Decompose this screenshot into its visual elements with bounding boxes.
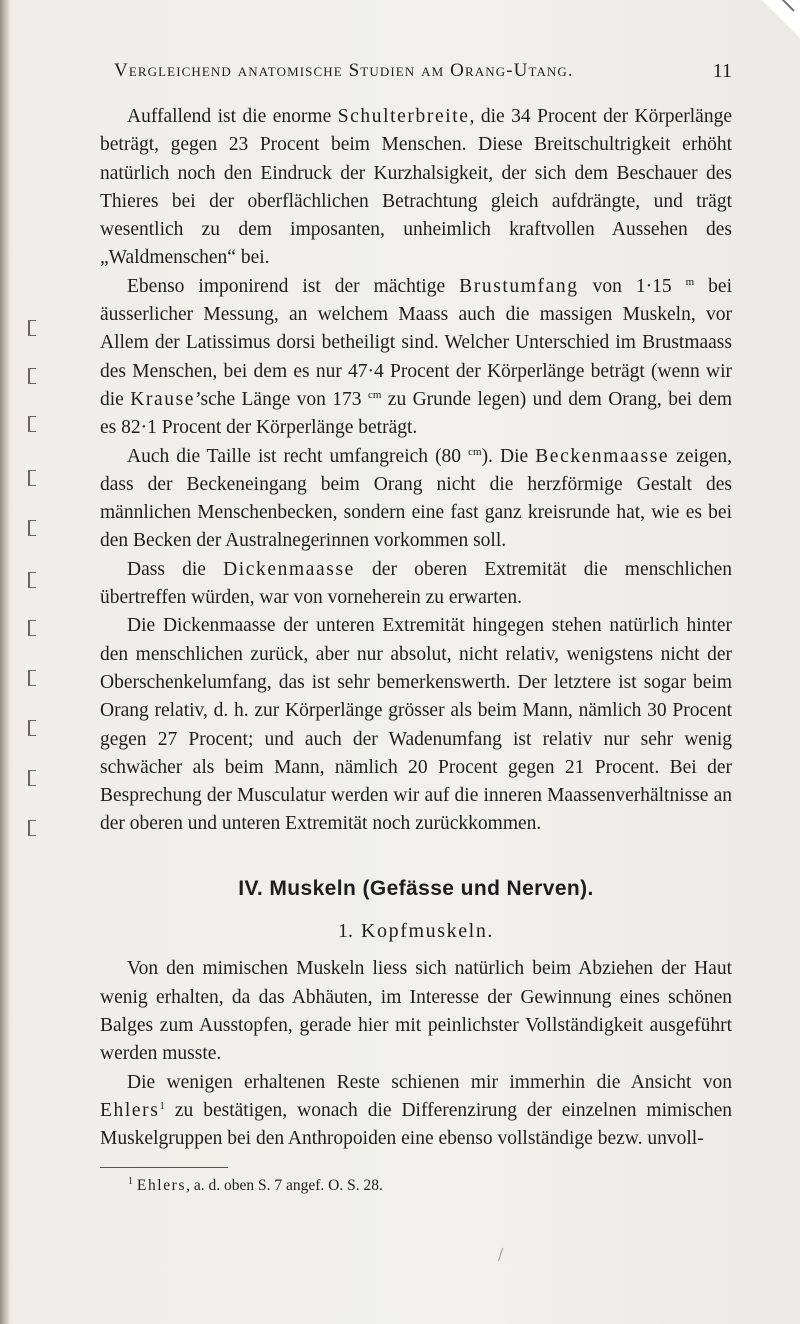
text-run: Die Dickenmaasse der unteren Extremität hingegen stehen natürlich hinter den menschlichen zurück, aber nur absolut, nicht relativ, wenigstens nicht der Oberschenkelumfang, das ist sehr bemerkenswerth. Der letztere ist sogar beim Orang relativ, d. h. zur Körperlänge grösser als beim Mann, nämlich 30 Procent gegen 27 Procent; und auch der Wadenumfang ist relativ nur sehr wenig schwächer als beim Mann, nämlich 20 Procent gegen 21 Procent. Bei der Besprechung der Musculatur werden wir auf die inneren Maassenverhältnisse an der oberen und unteren Extremität noch zurückkommen. (100, 615, 732, 835)
section-heading: IV. Muskeln (Gefässe und Nerven). (238, 876, 594, 900)
text-run: Ebenso imponirend ist der mächtige (127, 275, 460, 297)
subsection-number: 1. (337, 920, 353, 943)
text-run: zu Grunde legen) und dem Orang, bei dem es 82·1 Procent der Körperlänge beträgt. (100, 388, 732, 439)
subsection-title: Kopfmuskeln. (360, 920, 495, 943)
text-run: Auch die Taille ist recht umfangreich (80 (127, 445, 469, 467)
superscript: m (685, 275, 695, 288)
text-run: zu bestätigen, wonach die Differenzirung der einzelnen mimischen Muskelgruppen bei den Anthropoiden eine ebenso vollständige bezw. unvoll- (100, 1099, 732, 1150)
page-number: 11 (712, 60, 732, 82)
paragraph-group-measurements (100, 103, 732, 839)
superscript: cm (468, 445, 482, 458)
paragraph-group-muscles (100, 955, 732, 1153)
footnote-marker: 1 (128, 1176, 133, 1188)
paper-speck (498, 1248, 506, 1263)
running-header (100, 60, 732, 90)
spaced-term: Krause (130, 388, 196, 410)
body-text (100, 103, 732, 1196)
text-run: Die wenigen erhaltenen Reste schienen mir immerhin die Ansicht von (127, 1071, 732, 1093)
text-run: ’sche Länge von 173 (195, 388, 368, 410)
footnote-author: Ehlers (136, 1177, 187, 1195)
margin-marks (28, 320, 38, 860)
superscript: 1 (159, 1099, 165, 1112)
text-run: Dass die (127, 558, 224, 580)
paragraph (100, 556, 732, 613)
paragraph (100, 612, 732, 838)
running-title: Vergleichend anatomische Studien am Orang-Utang. (114, 60, 574, 81)
paragraph (100, 443, 732, 556)
paragraph (100, 103, 732, 273)
text-run: , die 34 Procent der Körperlänge beträgt, gegen 23 Procent beim Menschen. Diese Breitschultrigkeit erhöht natürlich noch den Eindruck der Kurzhalsigkeit, der sich dem Beschauer des Thieres bei der oberflächlichen Betrachtung gleich aufdrängte, und trägt wesentlich zu dem imposanten, unheimlich kraftvollen Aussehen des „Waldmenschen“ bei. (100, 106, 732, 269)
footnote-text: , a. d. oben S. 7 angef. O. S. 28. (186, 1177, 383, 1195)
text-run: bei äusserlicher Messung, an welchem Maass auch die massigen Muskeln, vor Allem der Latissimus dorsi betheiligt sind. Welcher Unterschied im Brustmaass des Menschen, bei dem es nur 47·4 Procent der Körperlänge beträgt (wenn wir die (100, 275, 732, 410)
spaced-term: Schulterbreite (337, 106, 470, 127)
text-run: Auffallend ist die enorme (127, 106, 338, 127)
page-corner-curl (762, 0, 800, 38)
paragraph (100, 1069, 732, 1154)
binding-edge-shadow (0, 0, 10, 1324)
text-run: von 1·15 (578, 275, 686, 297)
superscript: cm (367, 388, 382, 401)
text-run: Von den mimischen Muskeln liess sich natürlich beim Abziehen der Haut wenig erhalten, da das Abhäuten, im Interesse der Gewinnung eines schönen Balges zum Ausstopfen, gerade hier mit peinlichster Vollständigkeit ausgeführt werden musste. (100, 958, 732, 1065)
text-run: der oberen Extremität die menschlichen übertreffen würden, war von vorneherein zu erwarten. (100, 558, 732, 609)
text-run: ). Die (481, 445, 536, 467)
spaced-term: Beckenmaasse (535, 445, 670, 467)
paragraph (100, 955, 732, 1068)
spaced-term: Brustumfang (459, 275, 579, 297)
footnote-rule (100, 1167, 228, 1168)
footnote (100, 1176, 732, 1196)
spaced-term: Dickenmaasse (223, 558, 355, 580)
paragraph (100, 273, 732, 443)
subsection-heading (100, 917, 732, 945)
spaced-term: Ehlers (100, 1099, 160, 1121)
text-run: zeigen, dass der Beckeneingang beim Orang nicht die herzförmige Gestalt des männlichen Menschenbecken, sondern eine fast ganz kreisrunde hat, wie es bei den Becken der Australnegerinnen vorkommen soll. (100, 445, 732, 552)
